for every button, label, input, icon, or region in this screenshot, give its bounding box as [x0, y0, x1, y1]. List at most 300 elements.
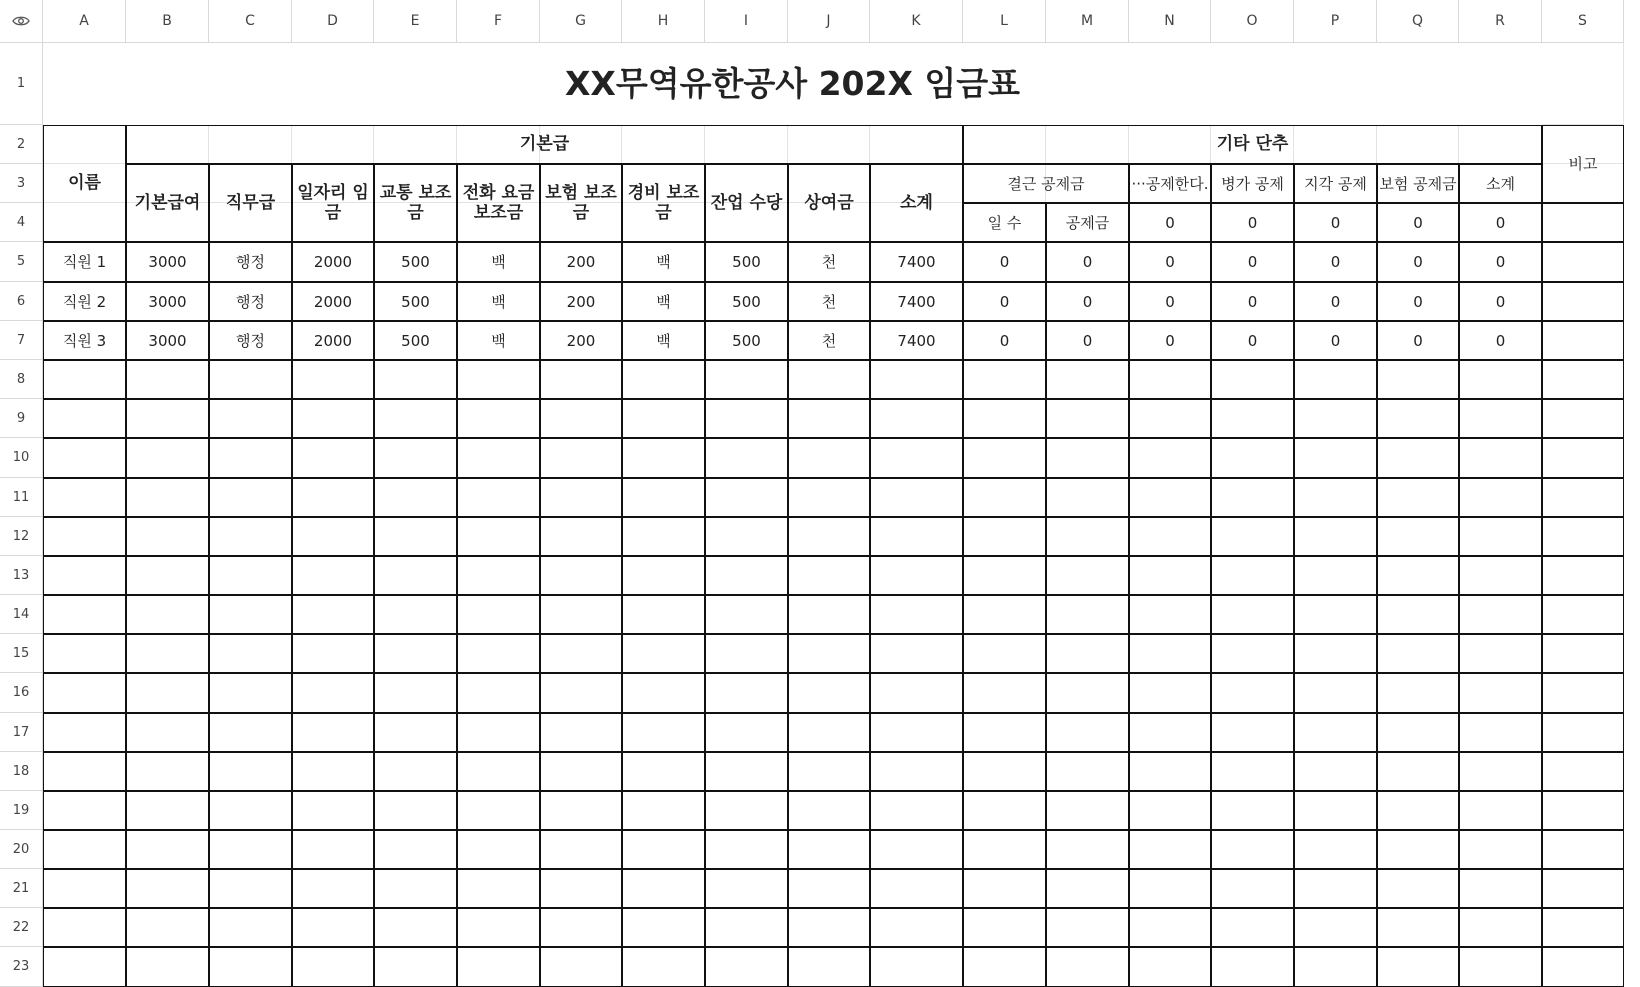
- column-header-b[interactable]: B: [126, 0, 209, 43]
- empty-cell[interactable]: [292, 713, 374, 752]
- salary-cell[interactable]: 0: [1211, 242, 1294, 282]
- empty-cell[interactable]: [1459, 869, 1542, 908]
- empty-cell[interactable]: [1377, 752, 1459, 791]
- empty-cell[interactable]: [1129, 399, 1211, 438]
- empty-cell[interactable]: [292, 360, 374, 399]
- empty-cell[interactable]: [705, 478, 788, 517]
- empty-cell[interactable]: [1294, 791, 1377, 830]
- column-header-c[interactable]: C: [209, 0, 292, 43]
- empty-cell[interactable]: [1046, 595, 1129, 634]
- empty-cell[interactable]: [1211, 595, 1294, 634]
- empty-cell[interactable]: [963, 713, 1046, 752]
- empty-cell[interactable]: [43, 791, 126, 830]
- salary-cell[interactable]: 0: [1129, 321, 1211, 360]
- empty-cell[interactable]: [1294, 752, 1377, 791]
- salary-cell[interactable]: 0: [1294, 282, 1377, 321]
- empty-cell[interactable]: [209, 869, 292, 908]
- empty-cell[interactable]: [622, 752, 705, 791]
- empty-cell[interactable]: [1294, 869, 1377, 908]
- empty-cell[interactable]: [292, 947, 374, 987]
- deduction-total-cell[interactable]: 0: [1377, 203, 1459, 242]
- empty-cell[interactable]: [209, 517, 292, 556]
- empty-cell[interactable]: [705, 947, 788, 987]
- column-header-e[interactable]: E: [374, 0, 457, 43]
- deduction-header-late[interactable]: 지각 공제: [1294, 164, 1377, 203]
- empty-cell[interactable]: [1046, 360, 1129, 399]
- empty-cell[interactable]: [457, 752, 540, 791]
- salary-cell[interactable]: 백: [457, 242, 540, 282]
- salary-cell[interactable]: 500: [374, 321, 457, 360]
- empty-cell[interactable]: [292, 556, 374, 595]
- empty-cell[interactable]: [1377, 908, 1459, 947]
- empty-cell[interactable]: [1377, 791, 1459, 830]
- salary-cell[interactable]: 500: [705, 242, 788, 282]
- empty-cell[interactable]: [126, 438, 209, 478]
- row-header-4[interactable]: 4: [0, 203, 43, 242]
- empty-cell[interactable]: [374, 947, 457, 987]
- salary-cell[interactable]: 행정: [209, 321, 292, 360]
- empty-cell[interactable]: [209, 360, 292, 399]
- salary-cell[interactable]: 200: [540, 321, 622, 360]
- salary-cell[interactable]: 0: [1377, 282, 1459, 321]
- empty-cell[interactable]: [1459, 517, 1542, 556]
- empty-cell[interactable]: [1459, 908, 1542, 947]
- empty-cell[interactable]: [374, 908, 457, 947]
- empty-cell[interactable]: [374, 399, 457, 438]
- salary-cell[interactable]: 백: [457, 321, 540, 360]
- empty-cell[interactable]: [1542, 791, 1624, 830]
- row-header-12[interactable]: 12: [0, 517, 43, 556]
- salary-cell[interactable]: 200: [540, 282, 622, 321]
- basic-col-header[interactable]: 보험 보조금: [540, 164, 622, 242]
- empty-cell[interactable]: [209, 752, 292, 791]
- empty-cell[interactable]: [540, 830, 622, 869]
- empty-cell[interactable]: [963, 595, 1046, 634]
- basic-col-header[interactable]: 잔업 수당: [705, 164, 788, 242]
- empty-cell[interactable]: [705, 556, 788, 595]
- empty-cell[interactable]: [1542, 752, 1624, 791]
- empty-cell[interactable]: [963, 634, 1046, 673]
- empty-cell[interactable]: [126, 360, 209, 399]
- column-header-f[interactable]: F: [457, 0, 540, 43]
- empty-cell[interactable]: [788, 595, 870, 634]
- basic-col-header[interactable]: 전화 요금 보조금: [457, 164, 540, 242]
- basic-col-header[interactable]: 소계: [870, 164, 963, 242]
- empty-cell[interactable]: [1046, 399, 1129, 438]
- empty-cell[interactable]: [705, 791, 788, 830]
- empty-cell[interactable]: [457, 517, 540, 556]
- salary-cell[interactable]: 500: [705, 321, 788, 360]
- empty-cell[interactable]: [1211, 438, 1294, 478]
- empty-cell[interactable]: [1211, 673, 1294, 713]
- empty-cell[interactable]: [540, 438, 622, 478]
- empty-cell[interactable]: [292, 595, 374, 634]
- column-header-k[interactable]: K: [870, 0, 963, 43]
- empty-cell[interactable]: [457, 713, 540, 752]
- empty-cell[interactable]: [622, 947, 705, 987]
- empty-cell[interactable]: [1459, 830, 1542, 869]
- row-header-2[interactable]: 2: [0, 125, 43, 164]
- empty-cell[interactable]: [209, 634, 292, 673]
- basic-col-header[interactable]: 직무급: [209, 164, 292, 242]
- empty-cell[interactable]: [1211, 947, 1294, 987]
- empty-cell[interactable]: [209, 478, 292, 517]
- salary-cell[interactable]: 0: [1294, 321, 1377, 360]
- empty-cell[interactable]: [126, 947, 209, 987]
- empty-cell[interactable]: [788, 947, 870, 987]
- empty-cell[interactable]: [457, 595, 540, 634]
- empty-cell[interactable]: [1377, 478, 1459, 517]
- empty-cell[interactable]: [1294, 830, 1377, 869]
- empty-cell[interactable]: [705, 595, 788, 634]
- deduction-total-cell[interactable]: 0: [1459, 203, 1542, 242]
- salary-cell[interactable]: 천: [788, 282, 870, 321]
- empty-cell[interactable]: [540, 791, 622, 830]
- empty-cell[interactable]: [43, 517, 126, 556]
- empty-cell[interactable]: [209, 830, 292, 869]
- empty-cell[interactable]: [870, 830, 963, 869]
- empty-cell[interactable]: [788, 673, 870, 713]
- eye-icon[interactable]: [12, 12, 30, 31]
- empty-cell[interactable]: [126, 634, 209, 673]
- empty-cell[interactable]: [374, 556, 457, 595]
- empty-cell[interactable]: [622, 908, 705, 947]
- row-header-11[interactable]: 11: [0, 478, 43, 517]
- empty-cell[interactable]: [292, 634, 374, 673]
- empty-cell[interactable]: [1377, 399, 1459, 438]
- empty-cell[interactable]: [1211, 634, 1294, 673]
- empty-cell[interactable]: [292, 791, 374, 830]
- empty-cell[interactable]: [1459, 713, 1542, 752]
- empty-cell[interactable]: [622, 556, 705, 595]
- empty-cell[interactable]: [705, 360, 788, 399]
- empty-cell[interactable]: [870, 752, 963, 791]
- empty-cell[interactable]: [209, 556, 292, 595]
- empty-cell[interactable]: [1046, 634, 1129, 673]
- empty-cell[interactable]: [1377, 595, 1459, 634]
- empty-cell[interactable]: [126, 830, 209, 869]
- empty-cell[interactable]: [788, 360, 870, 399]
- empty-cell[interactable]: [1459, 673, 1542, 713]
- empty-cell[interactable]: [1542, 556, 1624, 595]
- empty-cell[interactable]: [1542, 830, 1624, 869]
- empty-cell[interactable]: [788, 791, 870, 830]
- empty-cell[interactable]: [1046, 556, 1129, 595]
- empty-cell[interactable]: [1211, 399, 1294, 438]
- empty-cell[interactable]: [457, 360, 540, 399]
- empty-cell[interactable]: [1211, 830, 1294, 869]
- column-header-g[interactable]: G: [540, 0, 622, 43]
- salary-cell[interactable]: 500: [705, 282, 788, 321]
- empty-cell[interactable]: [1294, 595, 1377, 634]
- empty-cell[interactable]: [622, 595, 705, 634]
- salary-cell[interactable]: 백: [622, 282, 705, 321]
- empty-cell[interactable]: [43, 830, 126, 869]
- empty-cell[interactable]: [870, 673, 963, 713]
- empty-cell[interactable]: [1294, 517, 1377, 556]
- empty-cell[interactable]: [622, 869, 705, 908]
- empty-cell[interactable]: [1046, 869, 1129, 908]
- empty-cell[interactable]: [870, 634, 963, 673]
- column-header-d[interactable]: D: [292, 0, 374, 43]
- salary-cell[interactable]: 0: [1377, 242, 1459, 282]
- empty-cell[interactable]: [540, 360, 622, 399]
- empty-cell[interactable]: [788, 438, 870, 478]
- empty-cell[interactable]: [1377, 556, 1459, 595]
- empty-cell[interactable]: [457, 869, 540, 908]
- empty-cell[interactable]: [374, 673, 457, 713]
- empty-cell[interactable]: [1046, 713, 1129, 752]
- empty-cell[interactable]: [1459, 791, 1542, 830]
- empty-cell[interactable]: [1542, 908, 1624, 947]
- salary-cell[interactable]: 0: [1294, 242, 1377, 282]
- empty-cell[interactable]: [1294, 478, 1377, 517]
- empty-cell[interactable]: [1459, 595, 1542, 634]
- empty-cell[interactable]: [705, 438, 788, 478]
- empty-cell[interactable]: [963, 360, 1046, 399]
- empty-cell[interactable]: [1294, 908, 1377, 947]
- employee-name-cell[interactable]: 직원 1: [43, 242, 126, 282]
- column-header-q[interactable]: Q: [1377, 0, 1459, 43]
- row-header-23[interactable]: 23: [0, 947, 43, 987]
- column-header-n[interactable]: N: [1129, 0, 1211, 43]
- empty-cell[interactable]: [457, 830, 540, 869]
- empty-cell[interactable]: [1129, 830, 1211, 869]
- row-header-8[interactable]: 8: [0, 360, 43, 399]
- salary-cell[interactable]: 3000: [126, 282, 209, 321]
- empty-cell[interactable]: [209, 908, 292, 947]
- empty-cell[interactable]: [1377, 438, 1459, 478]
- empty-cell[interactable]: [457, 947, 540, 987]
- empty-cell[interactable]: [292, 830, 374, 869]
- empty-cell[interactable]: [457, 634, 540, 673]
- empty-cell[interactable]: [788, 478, 870, 517]
- empty-cell[interactable]: [1294, 556, 1377, 595]
- empty-cell[interactable]: [1046, 517, 1129, 556]
- empty-cell[interactable]: [1459, 478, 1542, 517]
- empty-cell[interactable]: [1542, 947, 1624, 987]
- empty-cell[interactable]: [1542, 869, 1624, 908]
- empty-cell[interactable]: [963, 908, 1046, 947]
- empty-cell[interactable]: [1129, 869, 1211, 908]
- empty-cell[interactable]: [1459, 556, 1542, 595]
- empty-cell[interactable]: [622, 478, 705, 517]
- empty-cell[interactable]: [1129, 517, 1211, 556]
- empty-cell[interactable]: [540, 908, 622, 947]
- deduction-total-cell[interactable]: 0: [1129, 203, 1211, 242]
- empty-cell[interactable]: [622, 634, 705, 673]
- empty-cell[interactable]: [1377, 517, 1459, 556]
- empty-cell[interactable]: [43, 360, 126, 399]
- empty-cell[interactable]: [788, 869, 870, 908]
- empty-cell[interactable]: [870, 947, 963, 987]
- empty-cell[interactable]: [1046, 791, 1129, 830]
- salary-cell[interactable]: 0: [963, 242, 1046, 282]
- salary-cell[interactable]: 행정: [209, 242, 292, 282]
- empty-cell[interactable]: [126, 869, 209, 908]
- empty-cell[interactable]: [209, 595, 292, 634]
- empty-cell[interactable]: [1459, 947, 1542, 987]
- row-header-13[interactable]: 13: [0, 556, 43, 595]
- empty-cell[interactable]: [1542, 399, 1624, 438]
- empty-cell[interactable]: [705, 634, 788, 673]
- remark-cell[interactable]: [1542, 321, 1624, 360]
- column-header-o[interactable]: O: [1211, 0, 1294, 43]
- empty-cell[interactable]: [374, 438, 457, 478]
- other-deductions-group-header[interactable]: 기타 단추: [963, 125, 1542, 164]
- empty-cell[interactable]: [1129, 634, 1211, 673]
- empty-cell[interactable]: [1459, 752, 1542, 791]
- empty-cell[interactable]: [622, 360, 705, 399]
- empty-cell[interactable]: [43, 478, 126, 517]
- empty-cell[interactable]: [705, 830, 788, 869]
- empty-cell[interactable]: [292, 908, 374, 947]
- salary-cell[interactable]: 2000: [292, 242, 374, 282]
- empty-cell[interactable]: [374, 517, 457, 556]
- empty-cell[interactable]: [540, 595, 622, 634]
- row-header-21[interactable]: 21: [0, 869, 43, 908]
- empty-cell[interactable]: [1377, 634, 1459, 673]
- empty-cell[interactable]: [292, 673, 374, 713]
- empty-cell[interactable]: [43, 438, 126, 478]
- empty-cell[interactable]: [870, 791, 963, 830]
- row-header-22[interactable]: 22: [0, 908, 43, 947]
- empty-cell[interactable]: [1294, 947, 1377, 987]
- empty-cell[interactable]: [43, 595, 126, 634]
- empty-cell[interactable]: [1459, 438, 1542, 478]
- empty-cell[interactable]: [374, 478, 457, 517]
- row-header-17[interactable]: 17: [0, 713, 43, 752]
- empty-cell[interactable]: [126, 478, 209, 517]
- salary-cell[interactable]: 2000: [292, 282, 374, 321]
- empty-cell[interactable]: [1459, 634, 1542, 673]
- empty-cell[interactable]: [1046, 752, 1129, 791]
- row-header-5[interactable]: 5: [0, 242, 43, 282]
- empty-cell[interactable]: [963, 673, 1046, 713]
- empty-cell[interactable]: [1046, 947, 1129, 987]
- basic-col-header[interactable]: 일자리 임금: [292, 164, 374, 242]
- empty-cell[interactable]: [963, 947, 1046, 987]
- empty-cell[interactable]: [963, 791, 1046, 830]
- remark-cell[interactable]: [1542, 282, 1624, 321]
- empty-cell[interactable]: [43, 713, 126, 752]
- empty-cell[interactable]: [1046, 673, 1129, 713]
- empty-cell[interactable]: [1046, 478, 1129, 517]
- empty-cell[interactable]: [126, 673, 209, 713]
- deduction-header-deduct[interactable]: ···공제한다.: [1129, 164, 1211, 203]
- salary-cell[interactable]: 행정: [209, 282, 292, 321]
- empty-cell[interactable]: [622, 673, 705, 713]
- empty-cell[interactable]: [870, 399, 963, 438]
- absence-amount-header[interactable]: 공제금: [1046, 203, 1129, 242]
- empty-cell[interactable]: [788, 634, 870, 673]
- employee-name-cell[interactable]: 직원 2: [43, 282, 126, 321]
- empty-cell[interactable]: [126, 791, 209, 830]
- empty-cell[interactable]: [1129, 791, 1211, 830]
- empty-cell[interactable]: [1294, 438, 1377, 478]
- empty-cell[interactable]: [1542, 673, 1624, 713]
- empty-cell[interactable]: [457, 399, 540, 438]
- basic-col-header[interactable]: 상여금: [788, 164, 870, 242]
- empty-cell[interactable]: [292, 517, 374, 556]
- empty-cell[interactable]: [457, 438, 540, 478]
- empty-cell[interactable]: [870, 869, 963, 908]
- empty-cell[interactable]: [457, 556, 540, 595]
- empty-cell[interactable]: [705, 517, 788, 556]
- empty-cell[interactable]: [43, 399, 126, 438]
- basic-col-header[interactable]: 교통 보조금: [374, 164, 457, 242]
- empty-cell[interactable]: [43, 634, 126, 673]
- empty-cell[interactable]: [209, 438, 292, 478]
- empty-cell[interactable]: [209, 713, 292, 752]
- empty-cell[interactable]: [963, 399, 1046, 438]
- empty-cell[interactable]: [1046, 908, 1129, 947]
- row-header-3[interactable]: 3: [0, 164, 43, 203]
- empty-cell[interactable]: [1129, 438, 1211, 478]
- empty-cell[interactable]: [1377, 713, 1459, 752]
- empty-cell[interactable]: [788, 556, 870, 595]
- empty-cell[interactable]: [1542, 438, 1624, 478]
- salary-cell[interactable]: 0: [1046, 282, 1129, 321]
- name-header[interactable]: 이름: [43, 125, 126, 242]
- empty-cell[interactable]: [788, 517, 870, 556]
- empty-cell[interactable]: [870, 595, 963, 634]
- empty-cell[interactable]: [1046, 830, 1129, 869]
- salary-cell[interactable]: 7400: [870, 321, 963, 360]
- remark-header[interactable]: 비고: [1542, 125, 1624, 203]
- empty-cell[interactable]: [622, 713, 705, 752]
- empty-cell[interactable]: [1377, 947, 1459, 987]
- empty-cell[interactable]: [540, 869, 622, 908]
- empty-cell[interactable]: [870, 438, 963, 478]
- row-header-9[interactable]: 9: [0, 399, 43, 438]
- empty-cell[interactable]: [209, 673, 292, 713]
- salary-cell[interactable]: 500: [374, 282, 457, 321]
- empty-cell[interactable]: [43, 673, 126, 713]
- empty-cell[interactable]: [126, 399, 209, 438]
- grid-cell[interactable]: [1542, 43, 1624, 125]
- deduction-total-cell[interactable]: 0: [1294, 203, 1377, 242]
- empty-cell[interactable]: [209, 399, 292, 438]
- row-header-7[interactable]: 7: [0, 321, 43, 360]
- empty-cell[interactable]: [870, 908, 963, 947]
- empty-cell[interactable]: [43, 908, 126, 947]
- deduction-header-insurance[interactable]: 보험 공제금: [1377, 164, 1459, 203]
- empty-cell[interactable]: [963, 517, 1046, 556]
- salary-cell[interactable]: 백: [622, 242, 705, 282]
- empty-cell[interactable]: [705, 673, 788, 713]
- row-header-16[interactable]: 16: [0, 673, 43, 713]
- empty-cell[interactable]: [1542, 595, 1624, 634]
- salary-cell[interactable]: 500: [374, 242, 457, 282]
- empty-cell[interactable]: [126, 556, 209, 595]
- empty-cell[interactable]: [1129, 908, 1211, 947]
- empty-cell[interactable]: [126, 713, 209, 752]
- row-header-10[interactable]: 10: [0, 438, 43, 478]
- empty-cell[interactable]: [540, 634, 622, 673]
- remark-cell[interactable]: [1542, 242, 1624, 282]
- empty-cell[interactable]: [374, 752, 457, 791]
- empty-cell[interactable]: [1542, 634, 1624, 673]
- empty-cell[interactable]: [788, 908, 870, 947]
- salary-cell[interactable]: 0: [963, 282, 1046, 321]
- row-header-18[interactable]: 18: [0, 752, 43, 791]
- empty-cell[interactable]: [540, 673, 622, 713]
- empty-cell[interactable]: [292, 438, 374, 478]
- column-header-s[interactable]: S: [1542, 0, 1624, 43]
- salary-cell[interactable]: 3000: [126, 321, 209, 360]
- empty-cell[interactable]: [1129, 556, 1211, 595]
